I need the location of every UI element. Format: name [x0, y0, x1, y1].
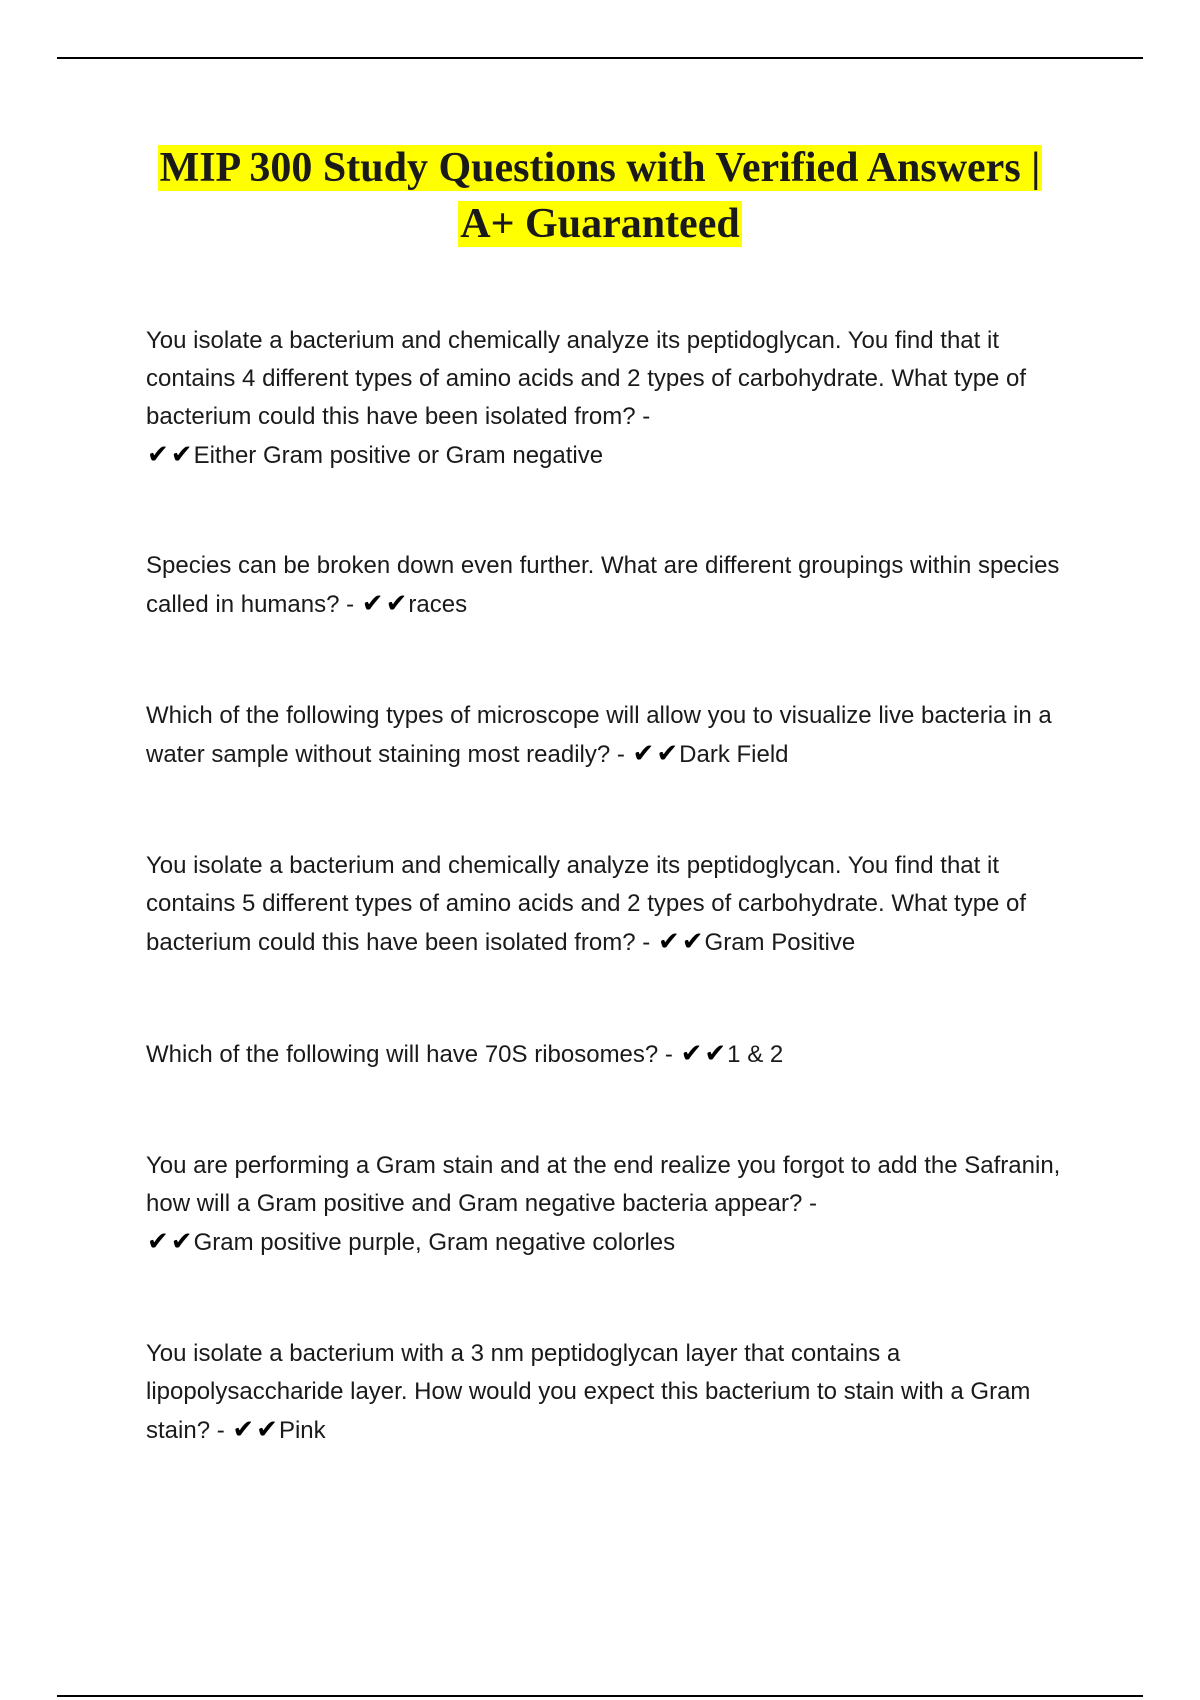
title-line-2: A+ Guaranteed — [460, 201, 740, 247]
answer-text: Gram Positive — [704, 929, 856, 956]
check-icon: ✔ — [680, 1039, 703, 1069]
qa-item-6 — [146, 1147, 1091, 1262]
answer-text: Either Gram positive or Gram negative — [193, 442, 604, 469]
check-icon: ✔ — [632, 739, 655, 769]
check-icon: ✔ — [170, 1227, 193, 1257]
separator: - — [802, 1190, 818, 1217]
question-text: You are performing a Gram stain and at the end realize you forgot to add the Safranin, how will a Gram positive and Gram negative bacteria appear? — [146, 1152, 1061, 1217]
separator: - — [210, 1417, 232, 1444]
qa-item-5 — [146, 1035, 1091, 1074]
check-icon: ✔ — [232, 1415, 255, 1445]
check-icon: ✔ — [147, 440, 169, 470]
qa-item-3 — [146, 697, 1091, 774]
qa-item-7 — [146, 1335, 1091, 1450]
answer-text: races — [408, 591, 468, 618]
answer-text: 1 & 2 — [727, 1041, 784, 1068]
check-icon: ✔ — [657, 927, 680, 957]
document-title — [100, 140, 1100, 252]
separator: - — [635, 403, 651, 430]
separator: - — [635, 929, 657, 956]
check-icon: ✔ — [681, 927, 704, 957]
separator: - — [658, 1041, 680, 1068]
answer-text: Dark Field — [679, 741, 789, 768]
check-icon: ✔ — [147, 1227, 169, 1257]
question-text: You isolate a bacterium and chemically analyze its peptidoglycan. You find that it contains 4 different types of amino acids and 2 types of carbohydrate. What type of bacterium could this have been isolated from? — [146, 327, 1027, 430]
question-text: You isolate a bacterium and chemically analyze its peptidoglycan. You find that it contains 5 different types of amino acids and 2 types of carbohydrate. What type of bacterium could this have been isolated from? — [146, 852, 1027, 956]
bottom-divider — [57, 1695, 1143, 1697]
qa-list — [146, 322, 1091, 1450]
question-text: Which of the following types of microscope will allow you to visualize live bacteria in a water sample without staining most readily? — [146, 702, 1052, 768]
separator: - — [610, 741, 632, 768]
answer-text: Gram positive purple, Gram negative colorles — [193, 1229, 676, 1256]
qa-item-2 — [146, 547, 1091, 624]
qa-item-4 — [146, 847, 1091, 962]
check-icon: ✔ — [361, 589, 384, 619]
question-text: You isolate a bacterium with a 3 nm peptidoglycan layer that contains a lipopolysaccharide layer. How would you expect this bacterium to stain with a Gram stain? — [146, 1340, 1031, 1444]
check-icon: ✔ — [656, 739, 679, 769]
check-icon: ✔ — [256, 1415, 278, 1445]
separator: - — [339, 591, 361, 618]
question-text: Species can be broken down even further. What are different groupings within species called in humans? — [146, 552, 1060, 618]
qa-item-1 — [146, 322, 1091, 475]
question-text: Which of the following will have 70S ribosomes? — [146, 1041, 659, 1068]
check-icon: ✔ — [170, 440, 193, 470]
answer-text: Pink — [278, 1417, 326, 1444]
top-divider — [57, 57, 1143, 59]
title-line-1: MIP 300 Study Questions with Verified Answers | — [159, 145, 1041, 191]
check-icon: ✔ — [385, 589, 408, 619]
check-icon: ✔ — [704, 1039, 727, 1069]
